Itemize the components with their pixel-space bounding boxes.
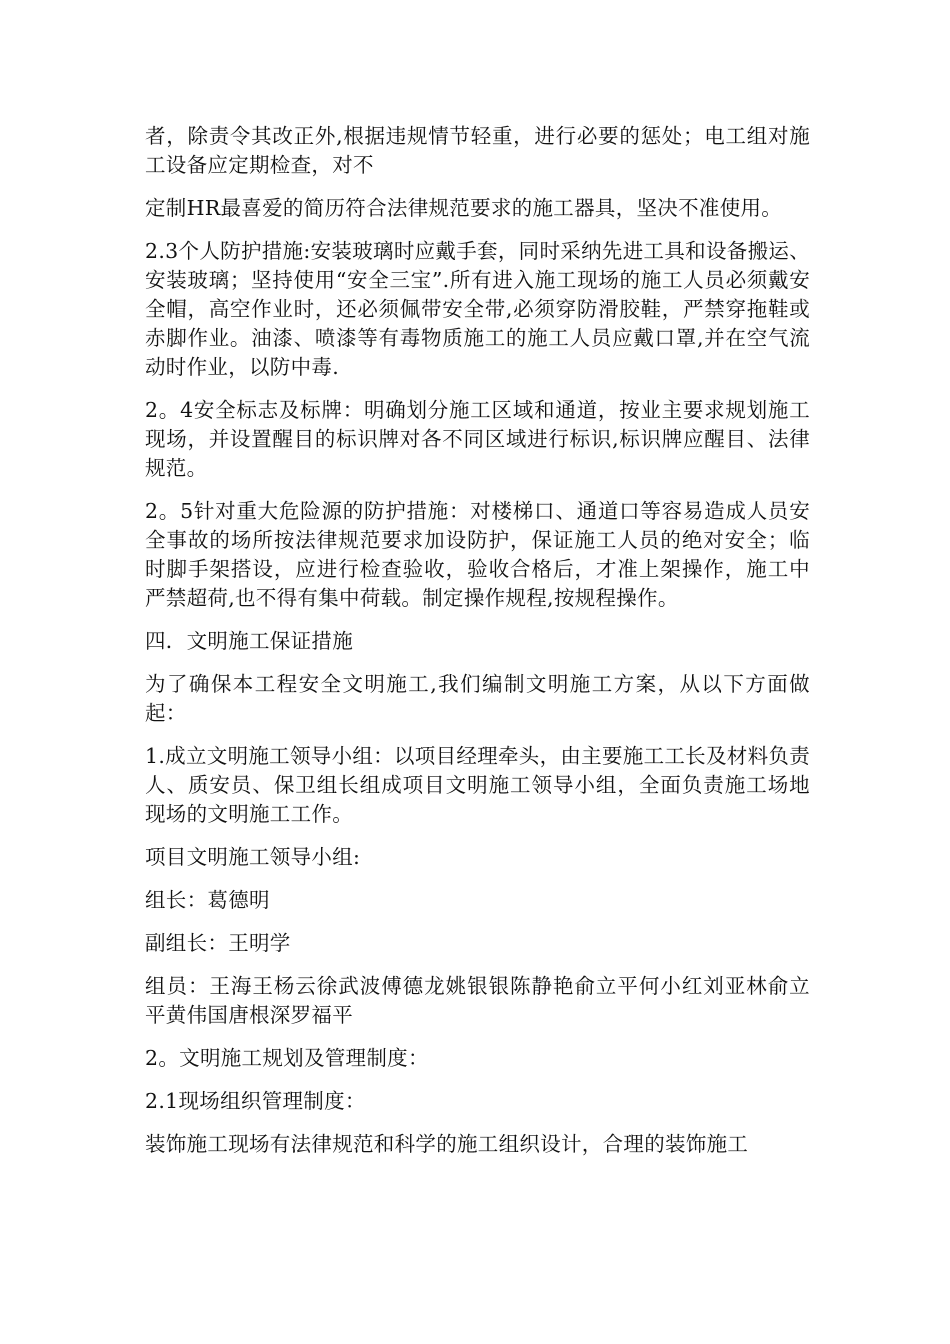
document-body — [145, 122, 810, 1173]
paragraph: 2。4安全标志及标牌：明确划分施工区域和通道，按业主要求规划施工现场，并设置醒目的标识牌对各不同区域进行标识,标识牌应醒目、法律规范。 — [145, 398, 810, 480]
paragraph: 组长：葛德明 — [145, 888, 270, 912]
paragraph: 1.成立文明施工领导小组：以项目经理牵头，由主要施工工长及材料负责人、质安员、保卫组长组成项目文明施工领导小组，全面负责施工场地现场的文明施工工作。 — [145, 744, 810, 826]
section-heading: 四．文明施工保证措施 — [145, 629, 353, 653]
paragraph: 装饰施工现场有法律规范和科学的施工组织设计，合理的装饰施工 — [145, 1132, 749, 1156]
paragraph: 项目文明施工领导小组: — [145, 845, 361, 869]
paragraph: 2.3个人防护措施:安装玻璃时应戴手套，同时采纳先进工具和设备搬运、安装玻璃；坚持使用“安全三宝”.所有进入施工现场的施工人员必须戴安全帽，高空作业时，还必须佩带安全带,必须穿防滑胶鞋，严禁穿拖鞋或赤脚作业。油漆、喷漆等有毒物质施工的施工人员应戴口罩,并在空气流动时作业，以防中毒. — [145, 239, 810, 379]
paragraph: 者，除责令其改正外,根据违规情节轻重，进行必要的惩处；电工组对施工设备应定期检查，对不 — [145, 124, 810, 177]
paragraph: 定制HR最喜爱的简历符合法律规范要求的施工器具，坚决不准使用。 — [145, 196, 783, 220]
paragraph: 副组长：王明学 — [145, 931, 291, 955]
paragraph: 2。5针对重大危险源的防护措施：对楼梯口、通道口等容易造成人员安全事故的场所按法律规范要求加设防护，保证施工人员的绝对安全；临时脚手架搭设，应进行检查验收，验收合格后，才准上架操作，施工中严禁超荷,也不得有集中荷载。制定操作规程,按规程操作。 — [145, 499, 810, 610]
paragraph: 2.1现场组织管理制度： — [145, 1089, 366, 1113]
paragraph: 2。文明施工规划及管理制度： — [145, 1046, 429, 1070]
paragraph: 为了确保本工程安全文明施工,我们编制文明施工方案，从以下方面做起： — [145, 672, 810, 725]
paragraph: 组员：王海王杨云徐武波傅德龙姚银银陈静艳俞立平何小红刘亚林俞立平黄伟国唐根深罗福平 — [145, 974, 810, 1027]
